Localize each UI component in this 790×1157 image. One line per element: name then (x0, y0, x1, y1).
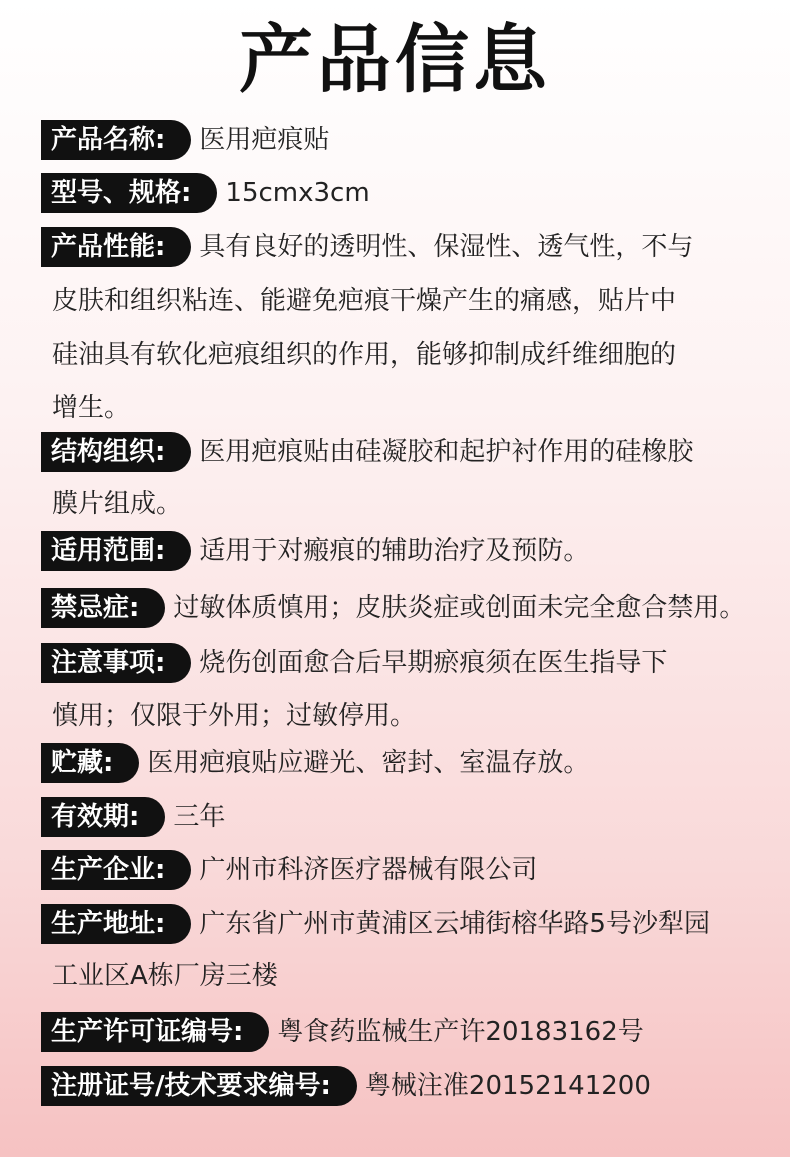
field-contraindications (41, 588, 761, 628)
field-label: 贮藏: (41, 743, 139, 783)
field-value: 三年 (173, 802, 226, 832)
field-label: 禁忌症: (41, 588, 165, 628)
field-value-continuation: 皮肤和组织粘连、能避免疤痕干燥产生的痛感，贴片中 (52, 286, 677, 316)
field-label: 注册证号/技术要求编号: (41, 1066, 357, 1106)
field-label: 产品名称: (41, 120, 191, 160)
field-value-continuation: 增生。 (52, 393, 131, 423)
field-label: 适用范围: (41, 531, 191, 571)
field-value-continuation: 工业区A栋厂房三楼 (52, 961, 278, 991)
page-title: 产品信息 (239, 17, 551, 103)
field-model-spec (41, 173, 761, 213)
field-value: 适用于对瘢痕的辅助治疗及预防。 (199, 536, 590, 566)
field-value-continuation: 膜片组成。 (52, 489, 183, 519)
field-manufacturer (41, 850, 761, 890)
field-label: 有效期: (41, 797, 165, 837)
field-label: 产品性能: (41, 227, 191, 267)
field-registration-number (41, 1066, 761, 1106)
field-value: 广州市科济医疗器械有限公司 (199, 855, 538, 885)
field-label: 生产许可证编号: (41, 1012, 269, 1052)
field-value-continuation: 慎用；仅限于外用；过敏停用。 (52, 701, 417, 731)
field-production-license (41, 1012, 761, 1052)
field-label: 结构组织: (41, 432, 191, 472)
field-value: 医用疤痕贴 (199, 125, 330, 155)
field-value: 医用疤痕贴由硅凝胶和起护衬作用的硅橡胶 (199, 437, 694, 467)
field-product-name (41, 120, 761, 160)
field-address (41, 904, 761, 944)
field-value-continuation: 硅油具有软化疤痕组织的作用，能够抑制成纤维细胞的 (52, 340, 677, 370)
field-storage (41, 743, 761, 783)
field-label: 生产地址: (41, 904, 191, 944)
field-structure (41, 432, 761, 472)
field-value: 具有良好的透明性、保湿性、透气性，不与 (199, 232, 694, 262)
field-value: 烧伤创面愈合后早期瘀痕须在医生指导下 (199, 648, 668, 678)
field-scope (41, 531, 761, 571)
field-value: 广东省广州市黄浦区云埔街榕华路5号沙犁园 (199, 909, 710, 939)
field-label: 生产企业: (41, 850, 191, 890)
field-value: 医用疤痕贴应避光、密封、室温存放。 (147, 748, 590, 778)
field-label: 型号、规格: (41, 173, 217, 213)
field-value: 15cmx3cm (225, 178, 370, 208)
field-shelf-life (41, 797, 761, 837)
field-value: 过敏体质慎用；皮肤炎症或创面未完全愈合禁用。 (173, 593, 746, 623)
field-precautions (41, 643, 761, 683)
field-value: 粤械注准20152141200 (364, 1071, 651, 1101)
field-performance (41, 227, 761, 267)
field-value: 粤食药监械生产许20183162号 (277, 1017, 644, 1047)
field-label: 注意事项: (41, 643, 191, 683)
